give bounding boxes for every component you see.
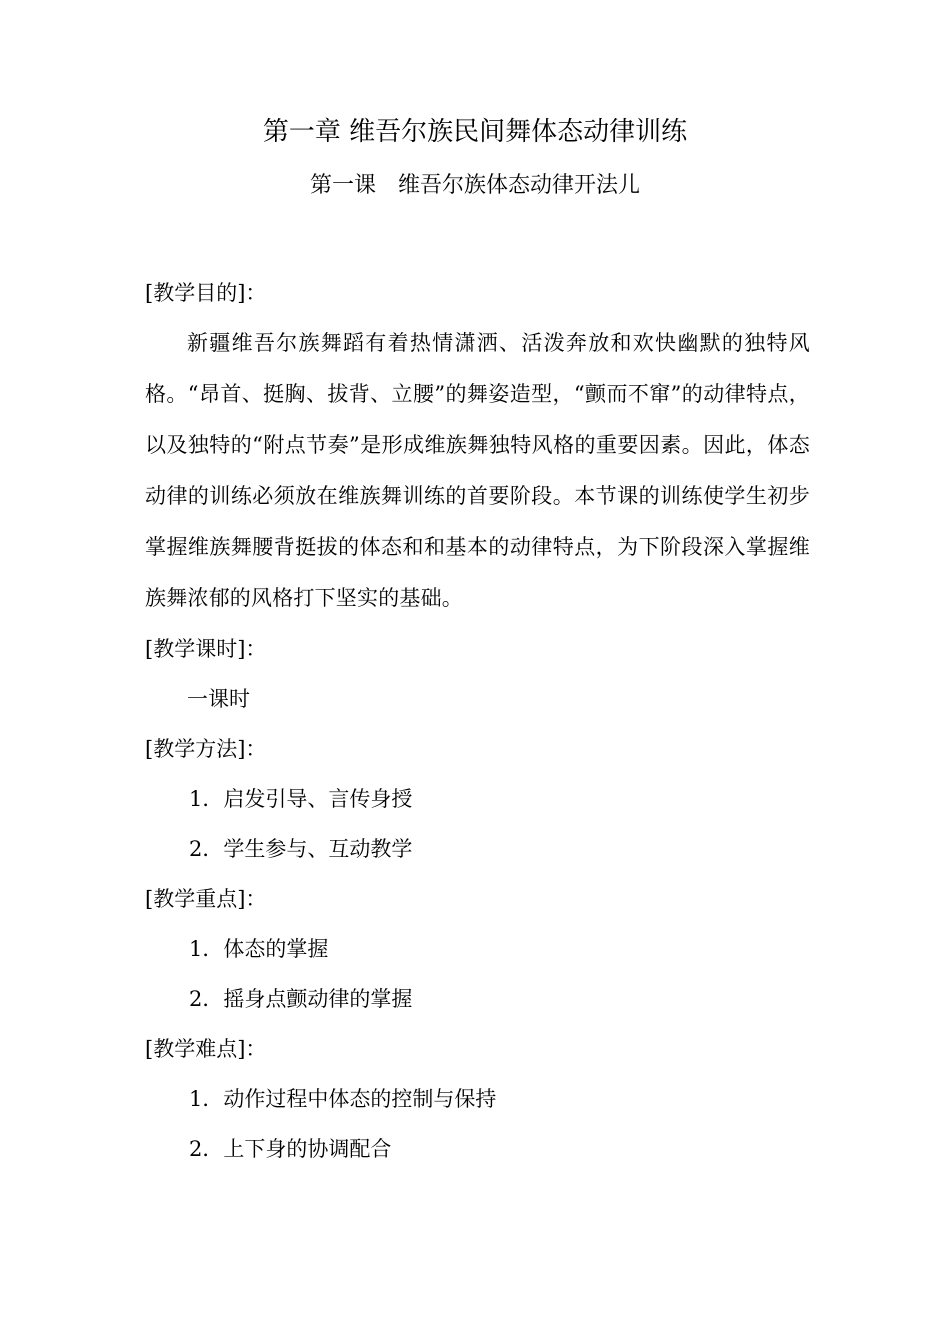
- list-item-number: 2．: [189, 987, 224, 1011]
- difficulties-heading: [教学难点]：: [145, 1037, 267, 1061]
- objective-heading: [教学目的]：: [145, 281, 267, 305]
- hours-value: 一课时: [187, 687, 250, 711]
- list-item: [145, 974, 810, 1024]
- list-item-text: 学生参与、互动教学: [223, 837, 413, 861]
- list-item-number: 1．: [189, 937, 224, 961]
- hours-heading: [教学课时]：: [145, 637, 267, 661]
- list-item-number: 2．: [189, 837, 224, 861]
- list-item-text: 摇身点颤动律的掌握: [223, 987, 413, 1011]
- objective-paragraph: 新疆维吾尔族舞蹈有着热情潇洒、活泼奔放和欢快幽默的独特风格。“昂首、挺胸、拔背、立腰”的舞姿造型，“颤而不窜”的动律特点，以及独特的“附点节奏”是形成维族舞独特风格的重要因素。因此，体态动律的训练必须放在维族舞训练的首要阶段。本节课的训练使学生初步掌握维族舞腰背挺拔的体态和和基本的动律特点，为下阶段深入掌握维族舞浓郁的风格打下坚实的基础。: [145, 331, 810, 610]
- chapter-title: 第一章 维吾尔族民间舞体态动律训练: [262, 117, 688, 147]
- list-item: [145, 1074, 810, 1124]
- list-item-text: 上下身的协调配合: [223, 1137, 392, 1161]
- list-item: [145, 1124, 810, 1174]
- methods-heading: [教学方法]：: [145, 737, 267, 761]
- list-item: [145, 824, 810, 874]
- list-item-text: 动作过程中体态的控制与保持: [223, 1087, 497, 1111]
- list-item: [145, 774, 810, 824]
- list-item-number: 1．: [189, 1087, 224, 1111]
- list-item-text: 启发引导、言传身授: [223, 787, 413, 811]
- list-item-text: 体态的掌握: [223, 937, 329, 961]
- list-item: [145, 924, 810, 974]
- list-item-number: 2．: [189, 1137, 224, 1161]
- list-item-number: 1．: [189, 787, 224, 811]
- key-points-heading: [教学重点]：: [145, 887, 267, 911]
- lesson-title: 第一课 维吾尔族体态动律开法儿: [309, 173, 640, 198]
- document-body: [145, 268, 810, 1174]
